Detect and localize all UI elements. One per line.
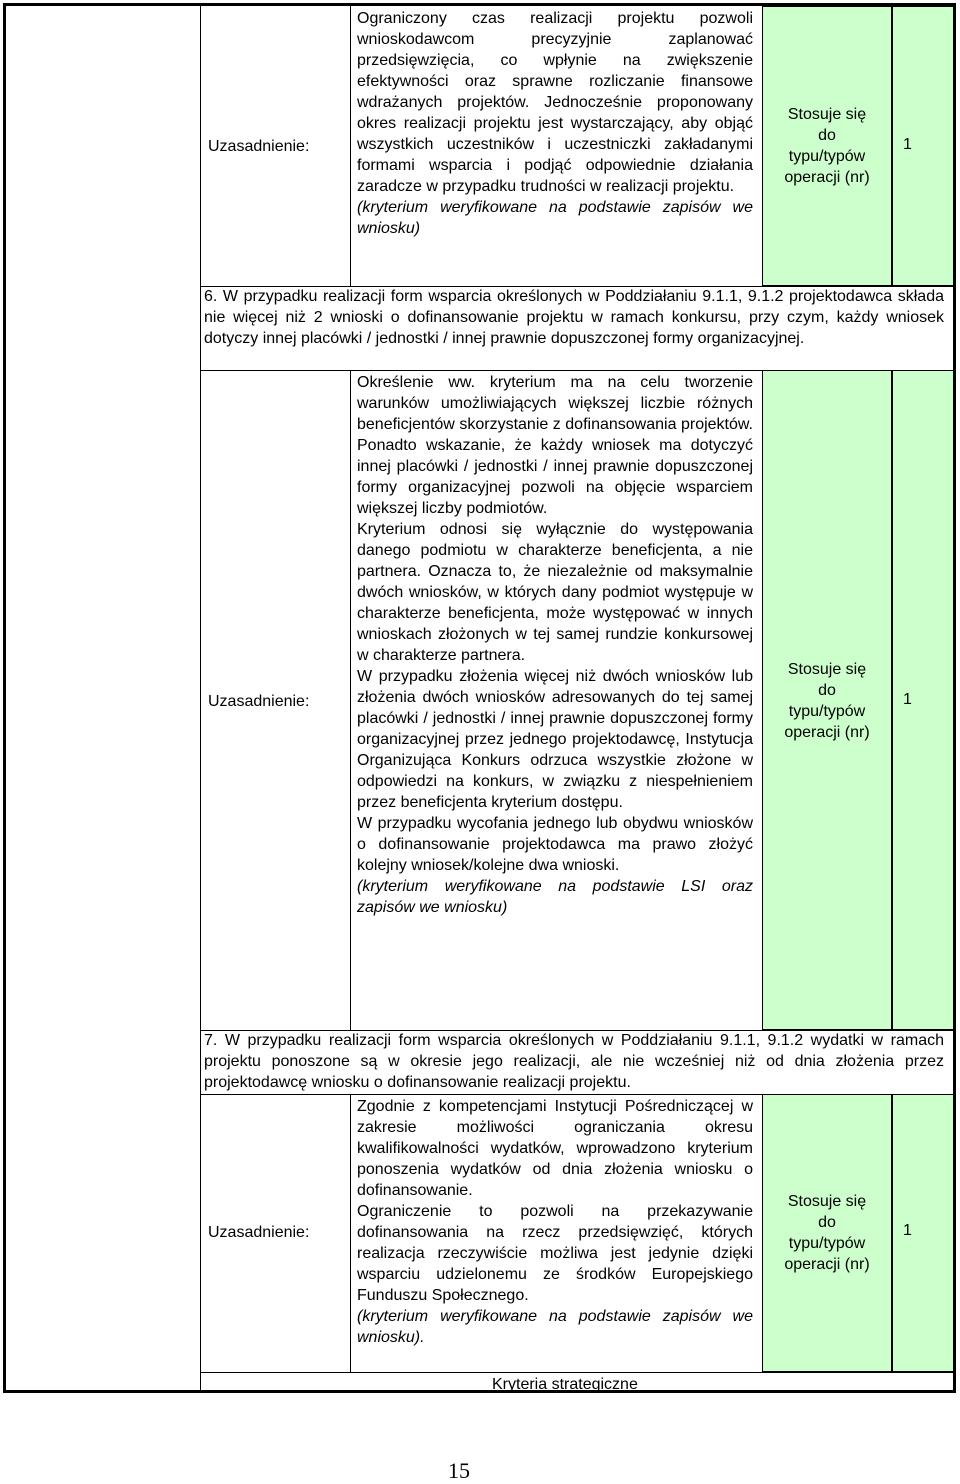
section-heading-strategic: Kryteria strategiczne [492, 1376, 638, 1393]
table-rule [350, 1094, 351, 1372]
table-rule [350, 6, 351, 286]
applies-line: do [818, 1214, 836, 1231]
criterion-7: 7. W przypadku realizacji form wsparcia określonych w Poddziałaniu 9.1.1, 9.1.2 wydatki w ramach projektu ponoszone są w okresie jego realizacji, ale nie wcześniej niż od dnia złożenia przez projektodawcę wniosku o dofinansowanie realizacji projektu. [204, 1032, 944, 1091]
table-rule [350, 370, 351, 1030]
applies-line: operacji (nr) [784, 169, 870, 186]
applies-line: Stosuje się [787, 106, 867, 123]
applies-line: Stosuje się [787, 1193, 867, 1210]
applies-to-2 [764, 659, 890, 743]
verification-note: (kryterium weryfikowane na podstawie LSI oraz zapisów we wniosku) [357, 878, 753, 916]
verification-note: (kryterium weryfikowane na podstawie zapisów we wniosku) [357, 199, 753, 237]
justification-label-1: Uzasadnienie: [208, 138, 310, 155]
page-number: 15 [448, 1458, 470, 1483]
operation-number-1: 1 [903, 136, 912, 153]
applies-line: typu/typów [788, 148, 866, 165]
number-cell-3 [892, 1094, 954, 1372]
justification-text-2 [357, 372, 753, 918]
justification-paragraph: Kryterium odnosi się wyłącznie do występowania danego podmiotu w charakterze beneficjenta, a nie partnera. Oznacza to, że niezależnie od maksymalnie dwóch wniosków, w których dany podmiot występuje w charakterze beneficjenta, może występować w innych wnioskach złożonych w tej samej rundzie konkursowej w charakterze partnera. [357, 521, 753, 664]
justification-paragraph: Ograniczony czas realizacji projektu pozwoli wnioskodawcom precyzyjnie zaplanować przedsięwzięcia, co wpłynie na zwiększenie efektywności oraz sprawne rozliczanie finansowe wdrażanych projektów. Jednocześnie proponowany okres realizacji projektu jest wystarczający, aby objąć wszystkich uczestników i uczestniczki zakładanymi formami wsparcia i podjąć odpowiednie działania zaradcze w przypadku trudności w realizacji projektu. [357, 10, 753, 195]
applies-to-1 [764, 104, 890, 188]
justification-text-1 [357, 8, 753, 239]
applies-line: do [818, 127, 836, 144]
justification-label-3: Uzasadnienie: [208, 1224, 310, 1241]
table-rule [200, 1372, 954, 1373]
justification-paragraph: Ograniczenie to pozwoli na przekazywanie dofinansowania na rzecz przedsięwzięć, których realizacja rzeczywiście możliwa jest jedynie dzięki wsparciu udzielonemu ze środków Europejskiego Funduszu Społecznego. [357, 1203, 753, 1304]
operation-number-3: 1 [903, 1222, 912, 1239]
applies-to-3 [764, 1191, 890, 1275]
table-rule [200, 1030, 954, 1031]
table-rule [200, 1094, 954, 1095]
number-cell-1 [892, 6, 954, 286]
applies-line: typu/typów [788, 703, 866, 720]
criterion-6: 6. W przypadku realizacji form wsparcia określonych w Poddziałaniu 9.1.1, 9.1.2 projektodawca składa nie więcej niż 2 wnioski o dofinansowanie projektu w ramach konkursu, przy czym, każdy wniosek dotyczy innej placówki / jednostki / innej prawnie dopuszczonej formy organizacyjnej. [204, 288, 944, 347]
operation-number-2: 1 [903, 691, 912, 708]
table-rule [200, 286, 954, 287]
verification-note: (kryterium weryfikowane na podstawie zapisów we wniosku). [357, 1308, 753, 1346]
number-cell-2 [892, 370, 954, 1030]
applies-line: Stosuje się [787, 661, 867, 678]
table-rule [200, 370, 954, 371]
justification-paragraph: Określenie ww. kryterium ma na celu tworzenie warunków umożliwiających większej liczbie różnych beneficjentów skorzystanie z dofinansowania projektów. Ponadto wskazanie, że każdy wniosek ma dotyczyć innej placówki / jednostki / innej prawnie dopuszczonej formy organizacyjnej pozwoli na objęcie wsparciem większej liczby podmiotów. [357, 374, 753, 517]
applies-line: typu/typów [788, 1235, 866, 1252]
justification-text-3 [357, 1096, 753, 1348]
justification-paragraph: Zgodnie z kompetencjami Instytucji Pośredniczącej w zakresie możliwości ograniczania okresu kwalifikowalności wydatków, wprowadzono kryterium ponoszenia wydatków od dnia złożenia wniosku o dofinansowanie. [357, 1098, 753, 1199]
table-rule [200, 6, 201, 1393]
applies-line: do [818, 682, 836, 699]
justification-label-2: Uzasadnienie: [208, 693, 310, 710]
justification-paragraph: W przypadku złożenia więcej niż dwóch wniosków lub złożenia dwóch wniosków adresowanych do tej samej placówki / jednostki / innej prawnie dopuszczonej formy organizacyjnej przez jednego projektodawcę, Instytucja Organizująca Konkurs odrzuca wszystkie złożone w odpowiedzi na konkurs, w związku z niespełnieniem przez beneficjenta kryterium dostępu. [357, 668, 753, 811]
justification-paragraph: W przypadku wycofania jednego lub obydwu wniosków o dofinansowanie projektodawca ma prawo złożyć kolejny wniosek/kolejne dwa wnioski. [357, 815, 753, 874]
applies-line: operacji (nr) [784, 1256, 870, 1273]
applies-line: operacji (nr) [784, 724, 870, 741]
